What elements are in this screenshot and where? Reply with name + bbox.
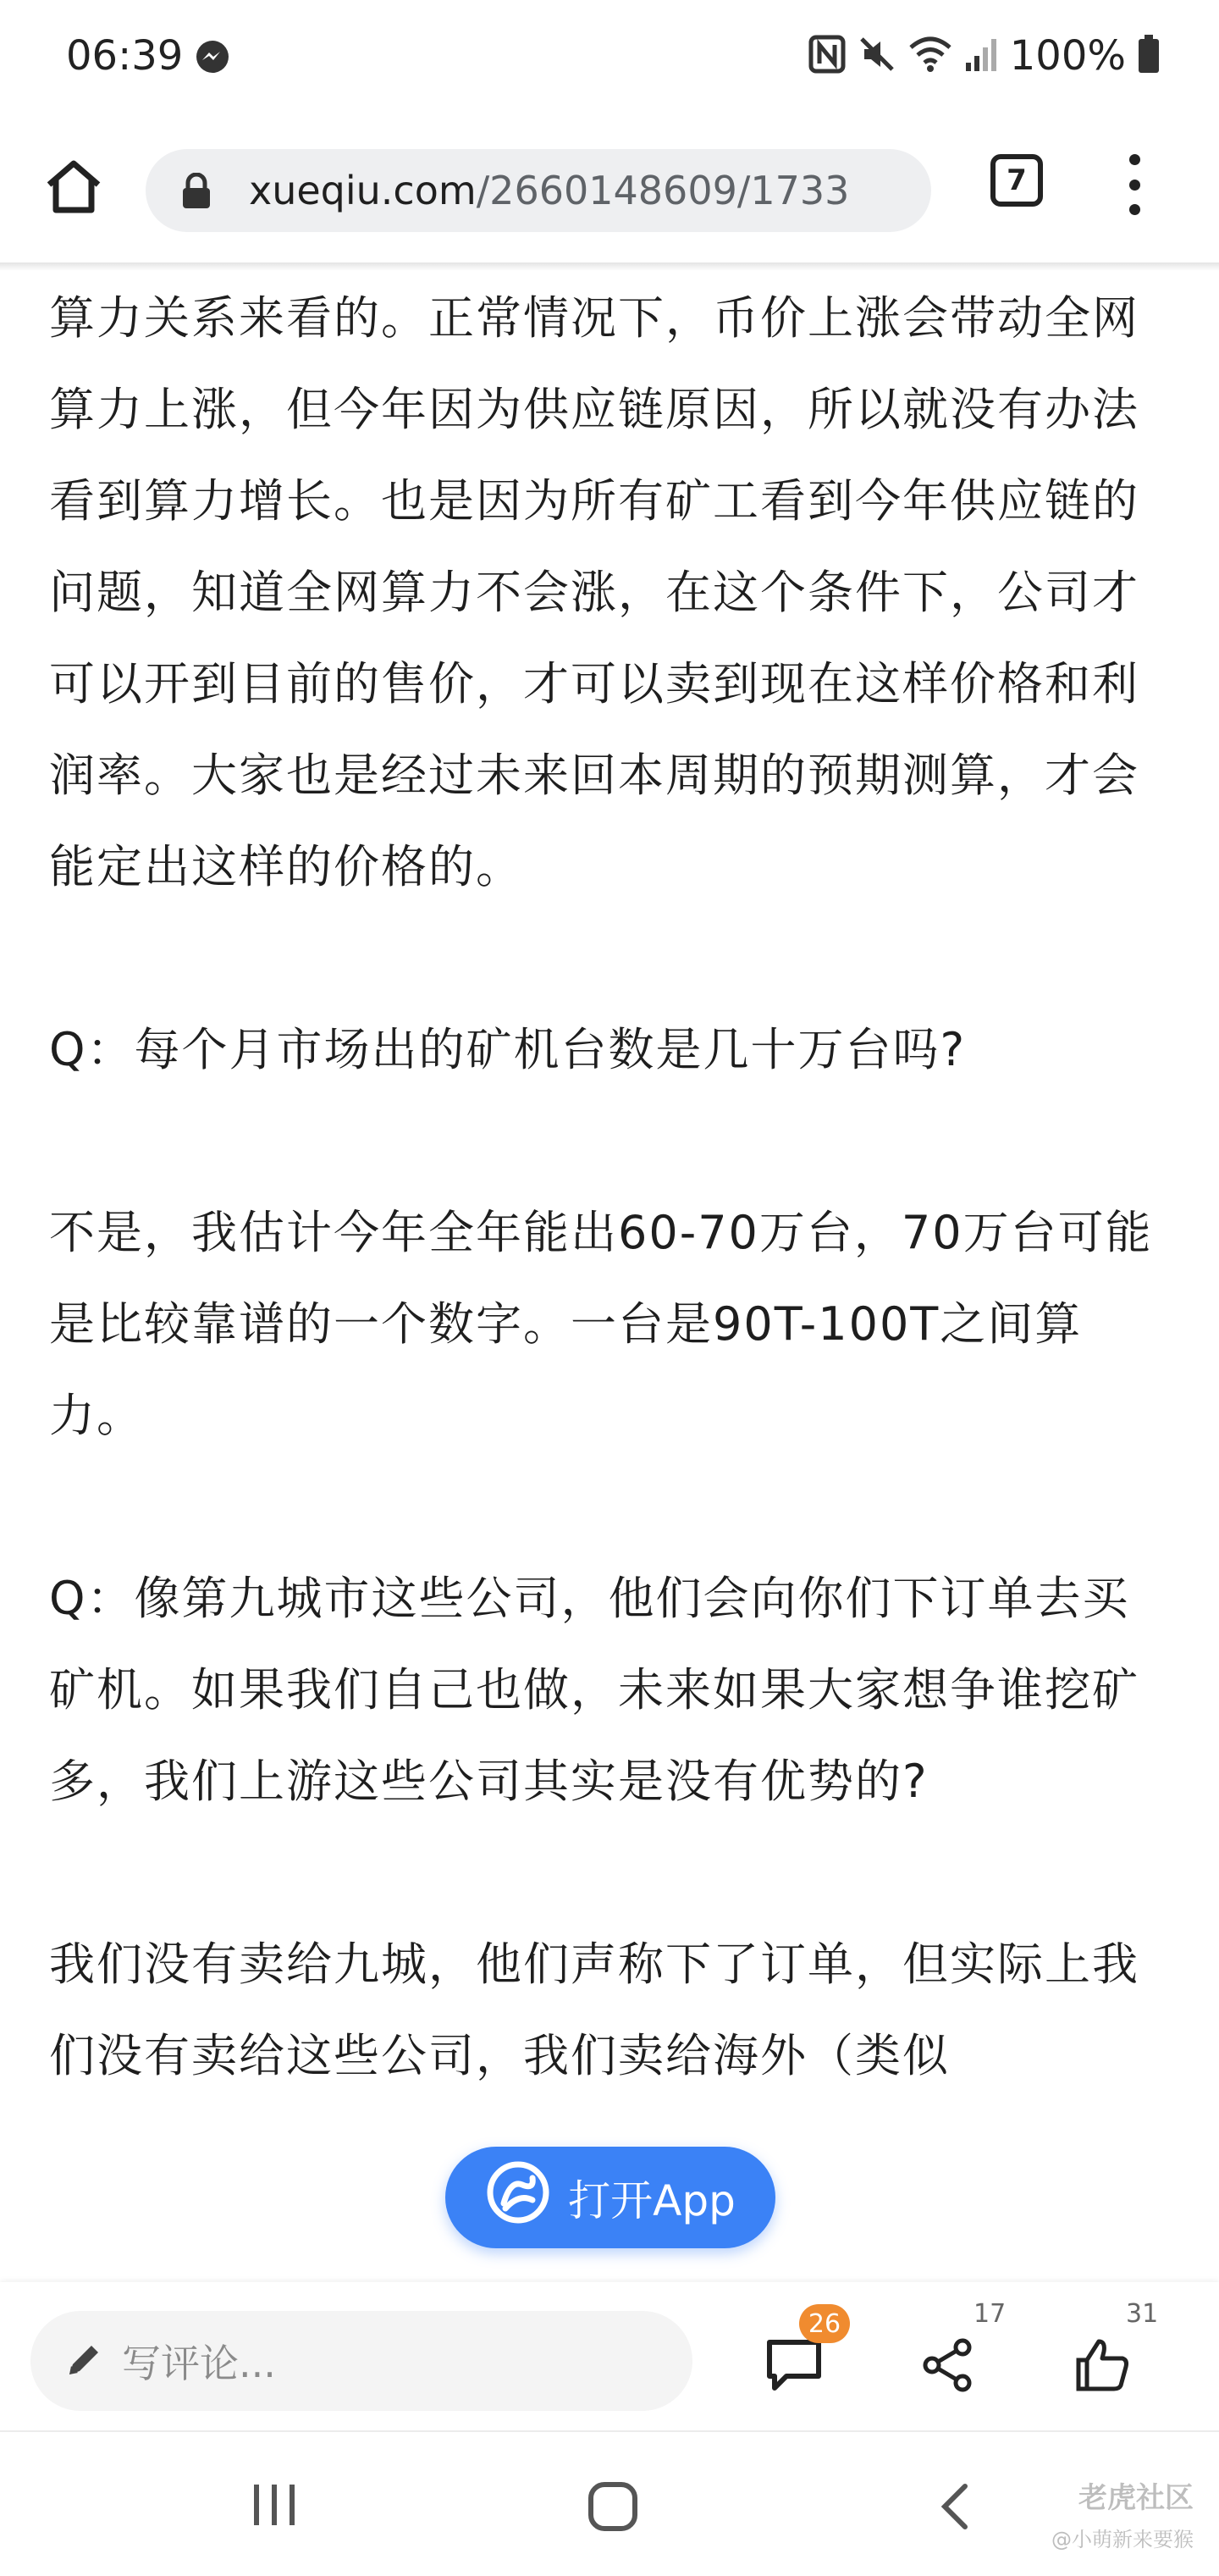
thumbs-up-icon (1073, 2336, 1131, 2394)
article-question: Q：像第九城市这些公司，他们会向你们下订单去买矿机。如果我们自己也做，未来如果大家想争谁挖矿多，我们上游这些公司其实是没有优势的? (49, 1572, 1139, 1808)
wifi-icon (908, 36, 952, 76)
home-nav-button[interactable] (587, 2481, 638, 2535)
article-question: Q：每个月市场出的矿机台数是几十万台吗? (49, 1023, 967, 1076)
share-icon (920, 2337, 976, 2393)
comment-input[interactable] (30, 2311, 692, 2411)
signal-icon (964, 36, 998, 76)
messenger-icon (195, 39, 230, 78)
like-count: 31 (1126, 2299, 1159, 2329)
comment-bar (0, 2282, 1219, 2430)
article-body (49, 273, 1175, 2102)
mute-icon (858, 35, 896, 77)
url-bar[interactable] (146, 149, 931, 232)
back-icon (938, 2481, 972, 2532)
watermark (1051, 2474, 1194, 2552)
back-nav-button[interactable] (938, 2481, 972, 2535)
battery-percent: 100% (1009, 32, 1126, 80)
battery-icon (1138, 35, 1160, 77)
lock-icon (181, 173, 212, 213)
url-path: /2660148609/1733 (476, 168, 850, 213)
open-app-label: 打开App (568, 2176, 736, 2225)
nfc-icon (808, 35, 846, 77)
tab-switcher-button[interactable]: 7 (990, 154, 1043, 207)
article-paragraph: 我们没有卖给九城，他们声称下了订单，但实际上我们没有卖给这些公司，我们卖给海外（类似 (49, 1938, 1139, 2082)
article-paragraph: 算力关系来看的。正常情况下，币价上涨会带动全网算力上涨，但今年因为供应链原因，所以就没有办法看到算力增长。也是因为所有矿工看到今年供应链的问题，知道全网算力不会涨，在这个条件下，公司才可以开到目前的售价，才可以卖到现在这样价格和利润率。大家也是经过未来回本周期的预期测算，才会能定出这样的价格的。 (49, 291, 1139, 893)
system-nav-bar (0, 2430, 1219, 2576)
share-button[interactable] (906, 2323, 990, 2407)
comment-count-badge: 26 (799, 2304, 850, 2343)
like-button[interactable] (1060, 2323, 1145, 2407)
status-time: 06:39 (66, 32, 184, 80)
pencil-icon (64, 2339, 105, 2383)
home-circle-icon (587, 2481, 638, 2532)
url-host: xueqiu.com (249, 168, 477, 213)
watermark-title: 老虎社区 (1078, 2481, 1194, 2515)
browser-toolbar (0, 119, 1219, 263)
open-app-button[interactable] (445, 2147, 775, 2248)
more-menu-button[interactable] (1117, 154, 1151, 215)
status-icons (808, 32, 1160, 80)
comment-icon (764, 2337, 824, 2393)
home-button[interactable] (36, 149, 112, 225)
toolbar-divider (0, 263, 1219, 271)
recent-apps-icon (251, 2483, 298, 2527)
watermark-user: @小萌新来要猴 (1051, 2528, 1194, 2551)
recent-apps-button[interactable] (251, 2483, 298, 2530)
status-bar (0, 0, 1219, 119)
home-icon (44, 159, 103, 215)
url-text (249, 168, 849, 213)
xueqiu-logo-icon (485, 2159, 551, 2236)
comment-placeholder: 写评论... (122, 2341, 276, 2386)
share-count: 17 (974, 2299, 1007, 2329)
article-paragraph: 不是，我估计今年全年能出60-70万台，70万台可能是比较靠谱的一个数字。一台是90T-100T之间算力。 (49, 1206, 1153, 1442)
